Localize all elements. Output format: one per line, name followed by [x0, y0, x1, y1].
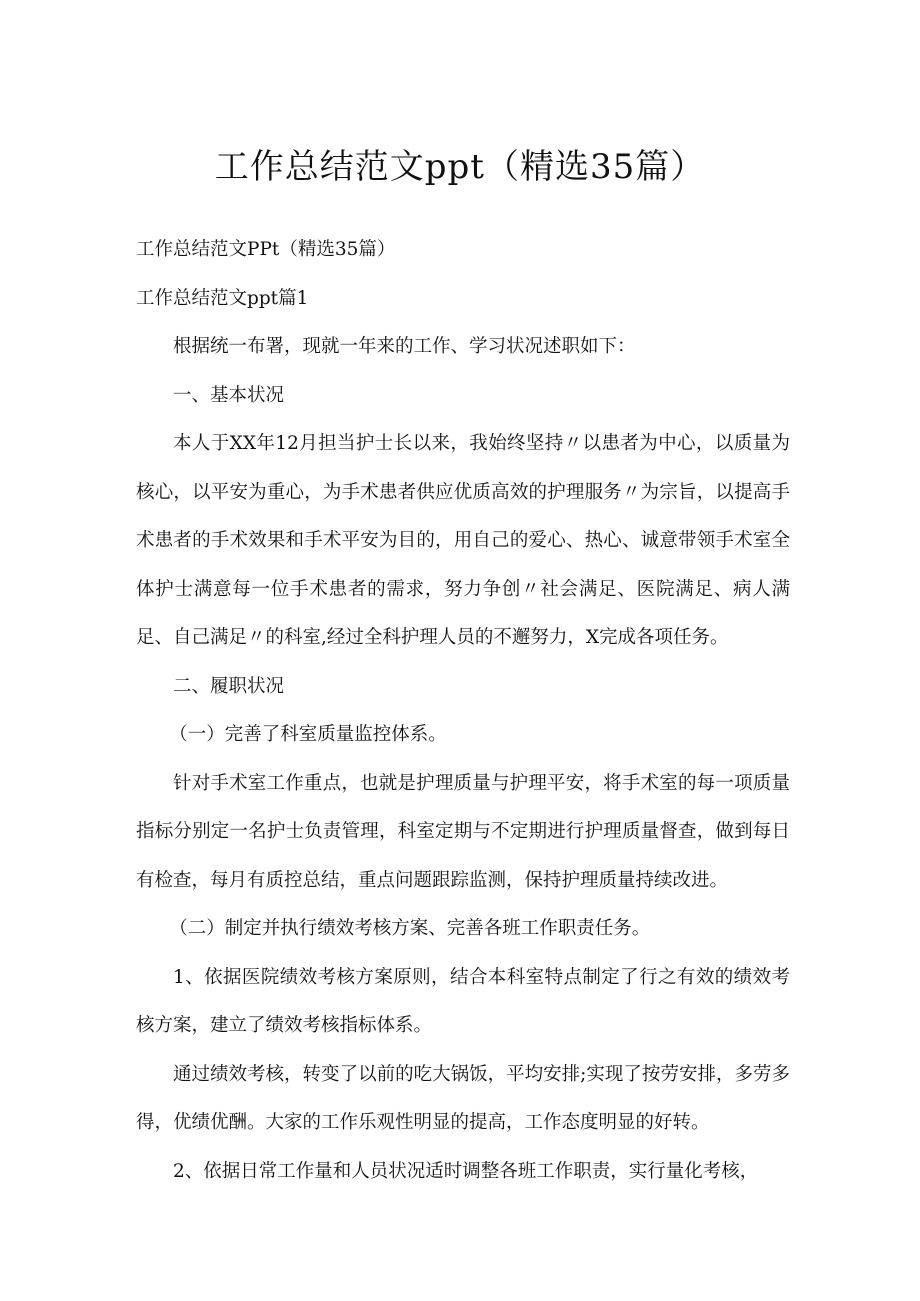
paragraph-assessment-plan: 1、依据医院绩效考核方案原则，结合本科室特点制定了行之有效的绩效考核方案，建立了绩效考核指标体系。: [136, 966, 790, 1036]
subheading-quality-monitoring: （一）完善了科室质量监控体系。: [169, 724, 447, 745]
heading-basic-situation: 一、基本状况: [173, 384, 285, 406]
subtitle-line: 工作总结范文PPt（精选35篇）: [136, 239, 396, 260]
paragraph-quality-monitoring: 针对手术室工作重点，也就是护理质量与护理平安，将手术室的每一项质量指标分别定一名护士负责管理，科室定期与不定期进行护理质量督查，做到每日有检查，每月有质控总结，重点问题跟踪监测，保持护理质量持续改进。: [136, 772, 790, 891]
paragraph-intro: 根据统一布署，现就一年来的工作、学习状况述职如下：: [173, 336, 636, 357]
document-body: [136, 226, 790, 1196]
paragraph-assessment-result: 通过绩效考核，转变了以前的吃大锅饭，平均安排;实现了按劳安排，多劳多得，优绩优酬。大家的工作乐观性明显的提高，工作态度明显的好转。: [136, 1063, 790, 1133]
document-title: 工作总结范文ppt（精选35篇）: [214, 147, 706, 187]
section-heading: 工作总结范文ppt篇1: [136, 287, 309, 309]
subheading-performance-assessment: （二）制定并执行绩效考核方案、完善各班工作职责任务。: [169, 918, 651, 939]
heading-duty-situation: 二、履职状况: [173, 675, 285, 697]
paragraph-basic-situation: 本人于XX年12月担当护士长以来，我始终坚持〃以患者为中心，以质量为核心，以平安为重心，为手术患者供应优质高效的护理服务〃为宗旨，以提高手术患者的手术效果和手术平安为目的，用自己的爱心、热心、诚意带领手术室全体护士满意每一位手术患者的需求，努力争创〃社会满足、医院满足、病人满足、自己满足〃的科室,经过全科护理人员的不邂努力，X完成各项任务。: [136, 433, 790, 648]
paragraph-duty-adjustment: 2、依据日常工作量和人员状况适时调整各班工作职责，实行量化考核，: [173, 1160, 759, 1182]
